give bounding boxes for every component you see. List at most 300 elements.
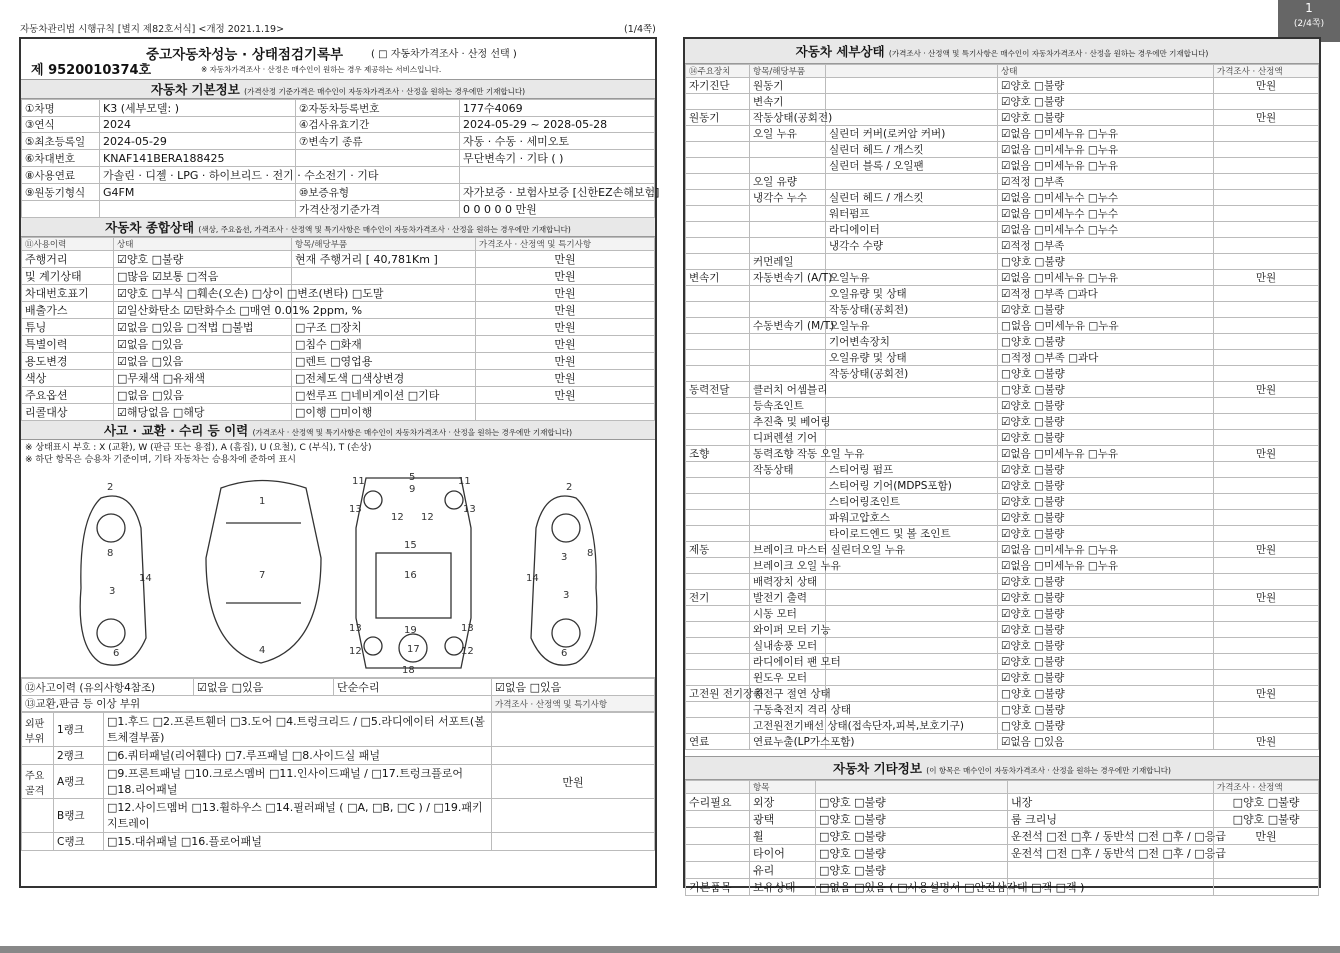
item-label <box>750 286 826 302</box>
detail-row <box>686 190 1319 206</box>
device-label: 동력전달 <box>686 382 750 398</box>
field-label <box>296 150 460 167</box>
column-header: 항목/해당부품 <box>750 65 826 78</box>
detail-row <box>686 462 1319 478</box>
bottom-bar <box>0 946 1340 953</box>
status-cell: ☑없음 □있음 □적법 □불법 <box>114 319 292 336</box>
detail-row <box>686 302 1319 318</box>
subitem-label: 라디에이터 <box>826 222 998 238</box>
status-cell <box>292 268 476 285</box>
status-cell: □없음 □있음 ( □사용설명서 □안전삼각대 □잭 □잭 ) <box>816 879 1008 896</box>
price-cell: 만원 <box>1214 686 1319 702</box>
status-cell: 룸 크리닝 <box>1008 811 1214 828</box>
detail-row <box>686 638 1319 654</box>
status-cell: ☑없음 □있음 <box>998 734 1214 750</box>
svg-text:8: 8 <box>107 548 114 559</box>
item-label: 냉각수 누수 <box>750 190 826 206</box>
price-cell: 만원 <box>1214 446 1319 462</box>
overall-row <box>22 251 655 268</box>
device-label <box>686 670 750 686</box>
price-cell <box>1214 366 1319 382</box>
status-cell: ☑양호 □불량 <box>114 251 292 268</box>
device-label <box>686 494 750 510</box>
item-label: 주요옵션 <box>22 387 114 404</box>
subitem-label <box>826 686 998 702</box>
status-cell: □양호 □불량 <box>816 828 1008 845</box>
detail-row <box>686 238 1319 254</box>
item-label: 작동상태 <box>750 462 826 478</box>
group-label <box>22 833 54 851</box>
svg-text:18: 18 <box>402 665 415 676</box>
item-label: 색상 <box>22 370 114 387</box>
item-label: 자동변속기 (A/T) <box>750 270 826 286</box>
status-cell: ☑양호 □불량 <box>998 302 1214 318</box>
status-cell: ☑양호 □불량 <box>998 110 1214 126</box>
price-cell <box>1214 142 1319 158</box>
device-label <box>686 558 750 574</box>
subitem-label <box>826 382 998 398</box>
other-row <box>686 811 1319 828</box>
item-label: 커먼레일 <box>750 254 826 270</box>
subitem-label <box>826 414 998 430</box>
svg-text:13: 13 <box>463 504 476 515</box>
detail-row <box>686 94 1319 110</box>
field-label: ②자동차등록번호 <box>296 100 460 117</box>
subitem-label <box>826 638 998 654</box>
status-cell: ☑없음 □미세누유 □누유 <box>998 270 1214 286</box>
device-label: 고전원 전기장치 <box>686 686 750 702</box>
price-cell <box>1214 510 1319 526</box>
price-cell <box>1214 174 1319 190</box>
exchange-label: ⑬교환,판금 등 이상 부위 <box>22 696 492 712</box>
price-cell <box>1214 398 1319 414</box>
subitem-label <box>826 558 998 574</box>
item-label: 발전기 출력 <box>750 590 826 606</box>
item-label <box>750 158 826 174</box>
item-label: 브레이크 마스터 실린더오일 누유 <box>750 542 826 558</box>
price-cell <box>1214 414 1319 430</box>
item-label: 배력장치 상태 <box>750 574 826 590</box>
other-row <box>686 828 1319 845</box>
column-header: 상태 <box>998 65 1214 78</box>
subitem-label: 파워고압호스 <box>826 510 998 526</box>
device-label: 제동 <box>686 542 750 558</box>
field-value: 자동 · 수동 · 세미오토 <box>460 133 655 150</box>
device-label <box>686 478 750 494</box>
status-cell: □양호 □불량 <box>998 702 1214 718</box>
price-cell: 만원 <box>1214 828 1319 845</box>
detail-row <box>686 734 1319 750</box>
subitem-label: 오일누유 <box>826 270 998 286</box>
item-label: 타이어 <box>750 845 816 862</box>
status-cell: ☑양호 □불량 <box>998 398 1214 414</box>
item-label: 및 계기상태 <box>22 268 114 285</box>
detail-row <box>686 206 1319 222</box>
other-row <box>686 794 1319 811</box>
status-cell: ☑적정 □부족 <box>998 174 1214 190</box>
detail-head-row <box>686 65 1319 78</box>
detail-row <box>686 654 1319 670</box>
device-label <box>686 526 750 542</box>
exchange-row <box>22 713 655 747</box>
rank-label: A랭크 <box>54 765 104 799</box>
overall-row <box>22 404 655 421</box>
overall-row <box>22 353 655 370</box>
status-cell: □양호 □불량 <box>816 811 1008 828</box>
price-cell <box>1214 302 1319 318</box>
device-label <box>686 718 750 734</box>
item-label: 충전구 절연 상태 <box>750 686 826 702</box>
detail-row <box>686 286 1319 302</box>
status-cell: □썬루프 □네비게이션 □기타 <box>292 387 476 404</box>
price-cell: 만원 <box>476 353 655 370</box>
price-cell <box>1214 222 1319 238</box>
device-label <box>686 238 750 254</box>
detail-row <box>686 142 1319 158</box>
detail-row <box>686 430 1319 446</box>
subitem-label: 작동상태(공회전) <box>826 302 998 318</box>
price-cell <box>1214 574 1319 590</box>
svg-text:2: 2 <box>107 482 114 493</box>
price-cell: 만원 <box>1214 382 1319 398</box>
price-cell <box>1214 478 1319 494</box>
status-cell: ☑적정 □부족 □과다 <box>998 286 1214 302</box>
device-label <box>686 510 750 526</box>
status-cell: ☑양호 □불량 <box>998 638 1214 654</box>
exchange-row <box>22 747 655 765</box>
status-cell: □양호 □불량 <box>998 382 1214 398</box>
status-cell: □구조 □장치 <box>292 319 476 336</box>
status-cell: □양호 □불량 <box>816 794 1008 811</box>
column-header: 항목/해당부품 <box>292 238 476 251</box>
svg-text:19: 19 <box>404 625 417 636</box>
page-number: 1 <box>1305 1 1313 15</box>
accident-history-label: ⑫사고이력 (유의사항4참조) <box>22 679 194 696</box>
accident-header: 사고 · 교환 · 수리 등 이력 (가격조사 · 산정액 및 특기사항은 매수인이 자동차가격조사 · 산정을 원하는 경우에만 기재합니다) <box>21 421 655 440</box>
device-label <box>686 142 750 158</box>
basic-info-header: 자동차 기본정보 (가격산정 기준가격은 매수인이 자동차가격조사 · 산정을 원하는 경우에만 기재합니다) <box>21 80 655 99</box>
page-indicator-left: (1/4쪽) <box>624 24 656 35</box>
device-label <box>686 606 750 622</box>
detail-row <box>686 622 1319 638</box>
rank-label: 2랭크 <box>54 747 104 765</box>
field-value: 2024-05-29 ~ 2028-05-28 <box>460 117 655 133</box>
price-cell <box>1214 670 1319 686</box>
status-cell: □없음 □있음 <box>114 387 292 404</box>
svg-text:3: 3 <box>109 586 116 597</box>
group-label: 주요 골격 <box>22 765 54 799</box>
spacer <box>22 201 100 218</box>
price-cell: 만원 <box>1214 78 1319 94</box>
price-cell <box>1214 286 1319 302</box>
price-cell: 만원 <box>476 268 655 285</box>
detail-row <box>686 686 1319 702</box>
detail-row <box>686 174 1319 190</box>
svg-text:14: 14 <box>526 573 539 584</box>
price-cell <box>1214 430 1319 446</box>
field-label: ⑥차대번호 <box>22 150 100 167</box>
field-value: 가솔린 · 디젤 · LPG · 하이브리드 · 전기 · 수소전기 · 기타 <box>100 167 296 184</box>
price-cell <box>1214 622 1319 638</box>
subitem-label <box>826 78 998 94</box>
field-label: ⑤최초등록일 <box>22 133 100 150</box>
svg-text:12: 12 <box>349 646 362 657</box>
svg-text:6: 6 <box>113 648 120 659</box>
status-cell: ☑양호 □불량 <box>998 494 1214 510</box>
column-header: 상태 <box>114 238 292 251</box>
svg-text:3: 3 <box>561 552 568 563</box>
item-label <box>750 494 826 510</box>
field-value: 자가보증 · 보험사보증 [신한EZ손해보험] <box>460 184 655 201</box>
status-cell: □양호 □불량 <box>998 366 1214 382</box>
status-cell: ☑양호 □부식 □훼손(오손) □상이 □변조(변타) □도말 <box>114 285 292 302</box>
status-cell: ☑양호 □불량 <box>998 478 1214 494</box>
detail-row <box>686 366 1319 382</box>
basic-row <box>22 167 655 184</box>
subitem-label <box>826 254 998 270</box>
field-value: KNAF141BERA188425 <box>100 150 296 167</box>
title-block <box>21 39 655 80</box>
price-cell <box>1214 638 1319 654</box>
detail-row <box>686 158 1319 174</box>
item-label: 용도변경 <box>22 353 114 370</box>
detail-row <box>686 110 1319 126</box>
price-cell <box>492 799 655 833</box>
status-cell: □렌트 □영업용 <box>292 353 476 370</box>
price-cell <box>1214 862 1319 879</box>
subitem-label: 작동상태(공회전) <box>826 366 998 382</box>
status-cell: ☑없음 □미세누수 □누수 <box>998 206 1214 222</box>
column-header <box>686 781 750 794</box>
field-value <box>460 167 655 184</box>
svg-text:1: 1 <box>259 496 266 507</box>
subitem-label: 오일유량 및 상태 <box>826 350 998 366</box>
item-label: 클러치 어셈블리 <box>750 382 826 398</box>
item-label <box>750 302 826 318</box>
field-label: ⑦변속기 종류 <box>296 133 460 150</box>
column-header: ⑭주요장치 <box>686 65 750 78</box>
status-cell: ☑없음 □있음 <box>114 336 292 353</box>
status-cell: ☑없음 □미세누유 □누유 <box>998 142 1214 158</box>
price-cell: 만원 <box>476 319 655 336</box>
page-indicator-right: (2/4쪽) <box>1293 19 1325 29</box>
device-label <box>686 254 750 270</box>
price-cell <box>1214 526 1319 542</box>
status-cell: □양호 □불량 <box>998 334 1214 350</box>
price-cell <box>1214 702 1319 718</box>
status-cell: 내장 <box>1008 794 1214 811</box>
form-reference: 자동차관리법 시행규칙 [별지 제82호서식] <개정 2021.1.19> <box>20 24 285 35</box>
price-cell <box>492 747 655 765</box>
device-label: 조향 <box>686 446 750 462</box>
field-label: ⑨원동기형식 <box>22 184 100 201</box>
parts-list: □1.후드 □2.프론트휀더 □3.도어 □4.트렁크리드 / □5.라디에이터 서포트(볼트체결부품) <box>104 713 492 747</box>
price-cell <box>1214 606 1319 622</box>
subitem-label: 워터펌프 <box>826 206 998 222</box>
field-label: ⑧사용연료 <box>22 167 100 184</box>
basic-price-row <box>22 201 655 218</box>
item-label: 차대번호표기 <box>22 285 114 302</box>
group-label: 수리필요 <box>686 794 750 811</box>
svg-text:14: 14 <box>139 573 152 584</box>
price-option: ( □ 자동차가격조사 · 산정 선택 ) <box>371 49 517 60</box>
column-header <box>816 781 1008 794</box>
item-label <box>750 510 826 526</box>
other-info-header: 자동차 기타정보 (이 항목은 매수인이 자동차가격조사 · 산정을 원하는 경우에만 기재합니다) <box>685 756 1319 780</box>
detail-row <box>686 254 1319 270</box>
device-label <box>686 206 750 222</box>
price-cell <box>1214 654 1319 670</box>
item-label: 고전원전기배선 상태(접속단자,피복,보호기구) <box>750 718 826 734</box>
svg-text:12: 12 <box>421 512 434 523</box>
price-cell <box>1214 158 1319 174</box>
status-cell: □많음 ☑보통 □적음 <box>114 268 292 285</box>
item-label: 주행거리 <box>22 251 114 268</box>
detail-row <box>686 222 1319 238</box>
field-value: 무단변속기 · 기타 ( ) <box>460 150 655 167</box>
status-cell: ☑양호 □불량 <box>998 414 1214 430</box>
overall-status-table <box>21 237 655 421</box>
page-badge <box>1278 0 1340 42</box>
svg-text:13: 13 <box>461 623 474 634</box>
subitem-label <box>826 110 998 126</box>
status-cell: 현재 주행거리 [ 40,781Km ] <box>292 251 476 268</box>
spacer <box>100 201 296 218</box>
price-cell <box>1214 845 1319 862</box>
price-cell <box>1214 494 1319 510</box>
subitem-label <box>826 574 998 590</box>
device-label <box>686 350 750 366</box>
group-label <box>686 828 750 845</box>
field-value: K3 (세부모델: ) <box>100 100 296 117</box>
parts-list: □15.대쉬패널 □16.플로어패널 <box>104 833 492 851</box>
overall-row <box>22 336 655 353</box>
detail-row <box>686 382 1319 398</box>
status-cell: □양호 □불량 <box>816 845 1008 862</box>
other-info-table <box>685 780 1319 896</box>
price-cell <box>1214 558 1319 574</box>
device-label <box>686 286 750 302</box>
item-label: 실내송풍 모터 <box>750 638 826 654</box>
svg-text:16: 16 <box>404 570 417 581</box>
subitem-label: 냉각수 수량 <box>826 238 998 254</box>
detail-row <box>686 398 1319 414</box>
other-row <box>686 862 1319 879</box>
price-cell <box>1214 462 1319 478</box>
column-header <box>1008 781 1214 794</box>
status-cell: ☑양호 □불량 <box>998 510 1214 526</box>
accident-legend <box>21 440 655 468</box>
group-label <box>22 747 54 765</box>
status-cell: ☑양호 □불량 <box>998 654 1214 670</box>
subitem-label <box>826 702 998 718</box>
legend-symbols: ※ 상태표시 부호 : X (교환), W (판금 또는 용접), A (흠집), U (요철), C (부식), T (손상) <box>25 443 372 453</box>
price-cell <box>1214 238 1319 254</box>
status-cell: 운전석 □전 □후 / 동반석 □전 □후 / □응급 <box>1008 845 1214 862</box>
price-cell: □양호 □불량 <box>1214 811 1319 828</box>
parts-list: □12.사이드멤버 □13.휠하우스 □14.필러패널 ( □A, □B, □C ) / □19.패키지트레이 <box>104 799 492 833</box>
price-cell <box>1214 350 1319 366</box>
basic-info-table <box>21 99 660 218</box>
subitem-label: 스티어링 기어(MDPS포함) <box>826 478 998 494</box>
device-label: 자기진단 <box>686 78 750 94</box>
svg-text:15: 15 <box>404 540 417 551</box>
item-label <box>750 222 826 238</box>
field-value: 2024 <box>100 117 296 133</box>
price-cell: 만원 <box>476 370 655 387</box>
overall-row <box>22 370 655 387</box>
form-title: 중고자동차성능 · 상태점검기록부 <box>146 47 344 63</box>
detail-row <box>686 318 1319 334</box>
rank-label: B랭크 <box>54 799 104 833</box>
status-cell: ☑없음 □있음 <box>114 353 292 370</box>
field-value: 2024-05-29 <box>100 133 296 150</box>
subitem-label <box>826 654 998 670</box>
status-cell: ☑없음 □미세누유 □누유 <box>998 542 1214 558</box>
simple-repair-value: ☑없음 □있음 <box>492 679 655 696</box>
subitem-label <box>826 606 998 622</box>
subitem-label <box>826 670 998 686</box>
item-label: 변속기 <box>750 94 826 110</box>
item-label: 와이퍼 모터 기능 <box>750 622 826 638</box>
detail-row <box>686 334 1319 350</box>
svg-text:2: 2 <box>566 482 573 493</box>
subitem-label <box>826 430 998 446</box>
status-cell: ☑양호 □불량 <box>998 622 1214 638</box>
device-label: 변속기 <box>686 270 750 286</box>
basic-row <box>22 133 655 150</box>
detail-row <box>686 78 1319 94</box>
status-cell: 운전석 □전 □후 / 동반석 □전 □후 / □응급 <box>1008 828 1214 845</box>
group-label <box>686 811 750 828</box>
overall-row <box>22 319 655 336</box>
price-cell: □양호 □불량 <box>1214 794 1319 811</box>
item-label <box>750 142 826 158</box>
status-cell: □침수 □화재 <box>292 336 476 353</box>
svg-text:6: 6 <box>561 648 568 659</box>
item-label: 라디에이터 팬 모터 <box>750 654 826 670</box>
status-cell: □전체도색 □색상변경 <box>292 370 476 387</box>
other-row <box>686 879 1319 896</box>
status-cell: □양호 □불량 <box>998 686 1214 702</box>
svg-text:11: 11 <box>352 476 365 487</box>
price-cell: 만원 <box>476 387 655 404</box>
device-label <box>686 158 750 174</box>
detail-row <box>686 510 1319 526</box>
device-label <box>686 174 750 190</box>
basic-row <box>22 100 655 117</box>
item-label: 디퍼렌셜 기어 <box>750 430 826 446</box>
item-label: 연료누출(LP가스포함) <box>750 734 826 750</box>
item-label: 작동상태(공회전) <box>750 110 826 126</box>
column-header: 항목 <box>750 781 816 794</box>
detail-row <box>686 542 1319 558</box>
subitem-label: 기어변속장치 <box>826 334 998 350</box>
item-label: 리콜대상 <box>22 404 114 421</box>
left-sheet <box>19 37 660 888</box>
status-cell: ☑양호 □불량 <box>998 590 1214 606</box>
legend-note: ※ 하단 항목은 승용차 기준이며, 기타 자동차는 승용차에 준하여 표시 <box>25 455 296 465</box>
price-cell <box>1214 126 1319 142</box>
svg-text:9: 9 <box>409 484 416 495</box>
item-label: 브레이크 오일 누유 <box>750 558 826 574</box>
detail-row <box>686 446 1319 462</box>
exchange-parts-table <box>21 712 655 851</box>
status-cell: ☑양호 □불량 <box>998 574 1214 590</box>
detail-row <box>686 718 1319 734</box>
status-cell: ☑없음 □미세누수 □누수 <box>998 190 1214 206</box>
item-label: 배출가스 <box>22 302 114 319</box>
